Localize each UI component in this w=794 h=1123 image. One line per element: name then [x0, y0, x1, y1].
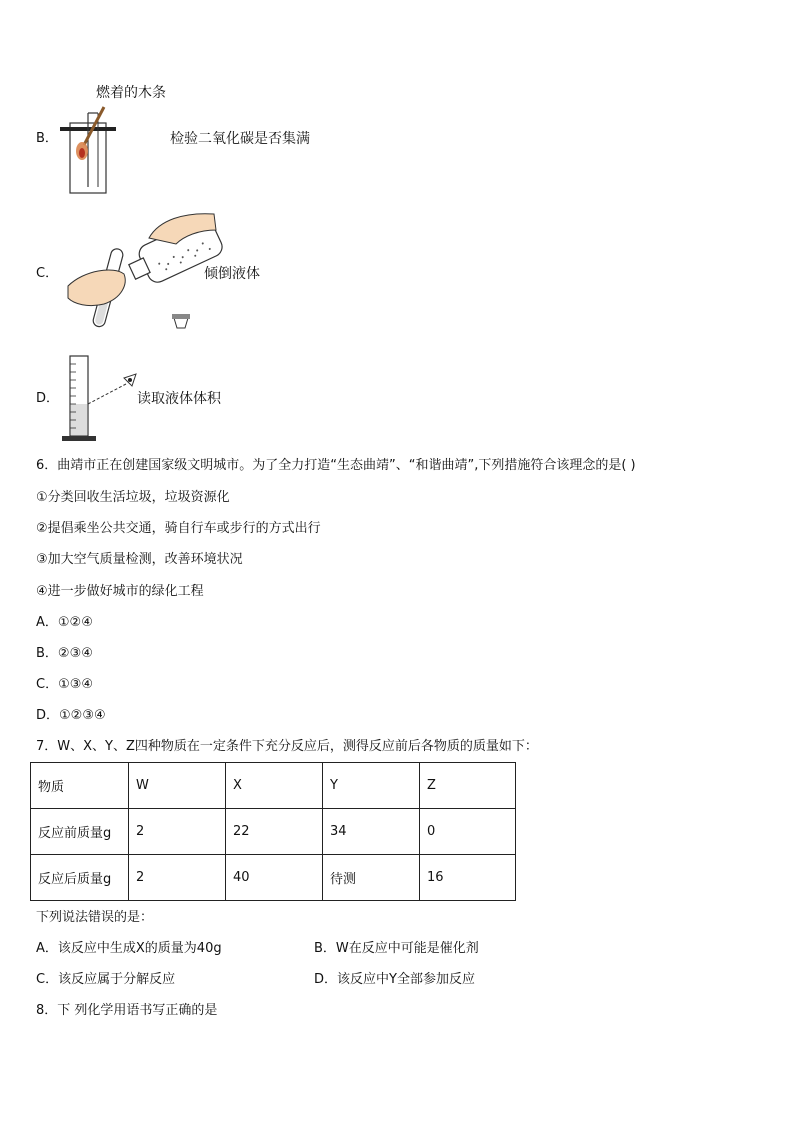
- table-header-row: [31, 763, 516, 809]
- q6-option-d: D．①②③④: [36, 708, 106, 723]
- table-cell: 反应后质量g: [31, 855, 129, 901]
- q6-item: ③加大空气质量检测，改善环境状况: [36, 552, 243, 567]
- table-cell: 16: [420, 855, 516, 901]
- q6-item: ①分类回收生活垃圾，垃圾资源化: [36, 490, 230, 505]
- gas-bottle-splint-figure: [58, 105, 118, 195]
- table-cell: 2: [129, 855, 226, 901]
- table-cell: 2: [129, 809, 226, 855]
- q6-option-b: B．②③④: [36, 646, 93, 661]
- q6-stem: 6．曲靖市正在创建国家级文明城市。为了全力打造“生态曲靖”、“和谐曲靖”,下列措施符合该理念的是( ): [36, 458, 636, 473]
- q7-question: 下列说法错误的是：: [36, 910, 154, 925]
- q6-item: ④进一步做好城市的绿化工程: [36, 584, 204, 599]
- q7-stem: 7．W、X、Y、Z四种物质在一定条件下充分反应后，测得反应前后各物质的质量如下：: [36, 739, 538, 754]
- table-row: [31, 809, 516, 855]
- q7-option-b: B．W在反应中可能是催化剂: [314, 941, 479, 956]
- option-c-caption: 倾倒液体: [204, 266, 260, 282]
- table-cell: 34: [323, 809, 420, 855]
- q7-option-d: D．该反应中Y全部参加反应: [314, 972, 475, 987]
- table-cell: 40: [226, 855, 323, 901]
- table-header-cell: Z: [420, 763, 516, 809]
- q8-stem: 8．下 列化学用语书写正确的是: [36, 1003, 218, 1018]
- table-row: [31, 855, 516, 901]
- option-c-letter: C．: [36, 266, 59, 281]
- table-header-cell: X: [226, 763, 323, 809]
- table-cell: 反应前质量g: [31, 809, 129, 855]
- mass-table: [30, 762, 516, 901]
- table-cell: 待测: [323, 855, 420, 901]
- option-d-letter: D．: [36, 391, 60, 406]
- table-header-cell: Y: [323, 763, 420, 809]
- q7-option-a: A．该反应中生成X的质量为40g: [36, 941, 222, 956]
- q6-option-c: C．①③④: [36, 677, 94, 692]
- table-cell: 0: [420, 809, 516, 855]
- table-header-cell: 物质: [31, 763, 129, 809]
- option-b-letter: B．: [36, 131, 58, 146]
- option-b-top-caption: 燃着的木条: [96, 85, 166, 101]
- table-header-cell: W: [129, 763, 226, 809]
- option-b-caption: 检验二氧化碳是否集满: [170, 131, 310, 147]
- q7-option-c: C．该反应属于分解反应: [36, 972, 176, 987]
- q6-option-a: A．①②④: [36, 615, 93, 630]
- option-d-caption: 读取液体体积: [137, 391, 221, 407]
- q6-item: ②提倡乘坐公共交通，骑自行车或步行的方式出行: [36, 521, 321, 536]
- table-cell: 22: [226, 809, 323, 855]
